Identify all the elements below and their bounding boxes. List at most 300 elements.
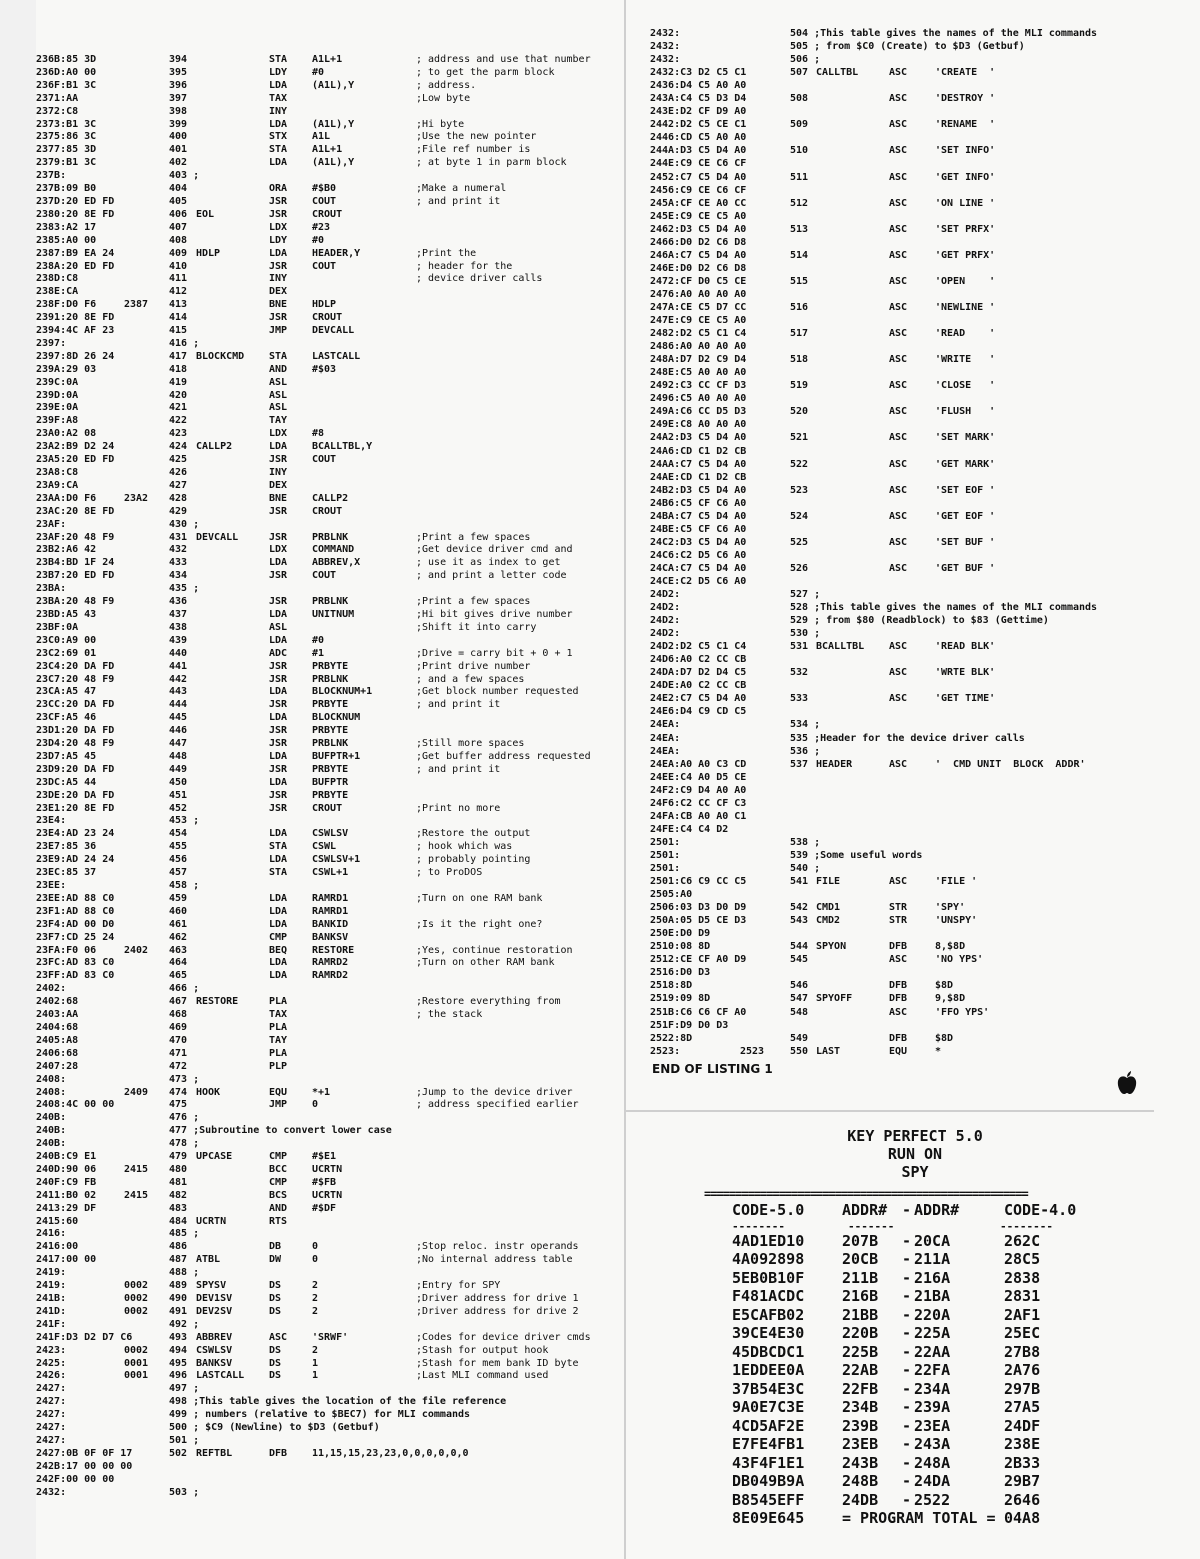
listing-opcode: ASC: [889, 328, 908, 340]
listing-line-number: 523: [790, 484, 809, 496]
listing-line: [36, 751, 621, 764]
listing-line: [650, 627, 1180, 640]
listing-address-bytes: 2408:4C 00 00: [36, 1099, 115, 1111]
listing-line: [36, 480, 621, 493]
listing-line: [36, 325, 621, 338]
listing-line: [650, 288, 1180, 301]
listing-address-bytes: 239C:0A: [36, 376, 79, 388]
header-code-5: CODE-5.0: [732, 1201, 805, 1219]
listing-line-number: 524: [790, 510, 809, 522]
listing-operand: 2: [312, 1280, 319, 1292]
listing-address-bytes: 2446:CD C5 A0 A0: [650, 132, 747, 144]
checksum-5: B8545EFF: [732, 1490, 805, 1509]
listing-operand: $8D: [935, 980, 954, 992]
listing-line: [36, 648, 621, 661]
listing-address-bytes: 240B:: [36, 1112, 67, 1124]
listing-line: [36, 1228, 621, 1241]
listing-line-number: 516: [790, 301, 809, 313]
listing-operand: CSWL: [312, 841, 337, 853]
addr-start: 243B: [842, 1453, 879, 1472]
listing-line-number: 468: [169, 1009, 188, 1021]
listing-line: [650, 927, 1180, 940]
listing-address-bytes: 24EA:: [650, 732, 681, 744]
listing-line: [36, 415, 621, 428]
listing-address-bytes: 245E:C9 CE C5 A0: [650, 210, 747, 222]
listing-line-number: 407: [169, 221, 188, 233]
listing-opcode: ASC: [889, 119, 908, 131]
listing-opcode: DEX: [269, 479, 288, 491]
listing-opcode: ASC: [889, 693, 908, 705]
listing-label: UPCASE: [196, 1151, 233, 1163]
listing-label: DEVCALL: [196, 531, 239, 543]
listing-opcode: DFB: [889, 993, 908, 1005]
listing-reference: 23A2: [124, 492, 149, 504]
listing-line: [36, 312, 621, 325]
key-perfect-row: [700, 1417, 1130, 1436]
listing-opcode: JMP: [269, 325, 288, 337]
listing-line-number: 422: [169, 415, 188, 427]
listing-address-bytes: 244A:D3 C5 D4 A0: [650, 145, 747, 157]
addr-end: 243A: [914, 1435, 951, 1453]
listing-address-bytes: 24A6:CD C1 D2 CB: [650, 445, 747, 457]
listing-line-number: 530 ;: [790, 628, 821, 640]
checksum-5: 9A0E7C3E: [732, 1398, 805, 1416]
listing-line: [36, 364, 621, 377]
listing-line: [650, 379, 1180, 392]
listing-address-bytes: 2391:20 8E FD: [36, 312, 115, 324]
listing-line: [36, 790, 621, 803]
listing-operand: CROUT: [312, 505, 343, 517]
listing-address-bytes: 23EC:85 37: [36, 867, 97, 879]
listing-label: ATBL: [196, 1254, 221, 1266]
listing-line: [650, 1006, 1180, 1019]
listing-address-bytes: 24D2:: [650, 628, 681, 640]
listing-address-bytes: 23EE:: [36, 880, 67, 891]
listing-address-bytes: 24F2:C9 D4 A0 A0: [650, 784, 747, 796]
key-perfect-row: [700, 1306, 1130, 1325]
listing-address-bytes: 243A:C4 C5 D3 D4: [650, 93, 747, 105]
listing-opcode: LDA: [269, 247, 288, 259]
listing-line: [36, 209, 621, 222]
listing-line: [36, 390, 621, 403]
listing-line: [36, 1099, 621, 1112]
listing-line: [650, 849, 1180, 862]
listing-operand: BLOCKNUM: [312, 712, 361, 724]
listing-line: [36, 712, 621, 725]
listing-line: [36, 1203, 621, 1216]
listing-line: [650, 692, 1180, 705]
listing-label: FILE: [816, 876, 841, 888]
listing-address-bytes: 237D:20 ED FD: [36, 195, 115, 207]
listing-line: [650, 262, 1180, 275]
listing-line-number: 476 ;: [169, 1112, 200, 1124]
checksum-4: 262C: [1004, 1231, 1041, 1250]
listing-line-number: 502: [169, 1447, 188, 1459]
listing-address-bytes: 243E:D2 CF D9 A0: [650, 106, 747, 118]
listing-operand: 0: [312, 1099, 319, 1111]
listing-line: [650, 549, 1180, 562]
listing-line-number: 470: [169, 1034, 188, 1046]
listing-line: [36, 467, 621, 480]
listing-address-bytes: 2472:CF D0 C5 CE: [650, 275, 747, 287]
listing-line: [36, 1370, 621, 1383]
listing-line-number: 497 ;: [169, 1383, 200, 1395]
listing-line: [36, 880, 621, 893]
listing-address-bytes: 241D:: [36, 1305, 67, 1317]
addr-separator: -: [902, 1268, 912, 1287]
listing-line: [650, 79, 1180, 92]
listing-line: [36, 906, 621, 919]
listing-address-bytes: 23C4:20 DA FD: [36, 660, 115, 672]
listing-operand: BUFPTR+1: [312, 750, 361, 762]
listing-operand: 2: [312, 1293, 319, 1304]
listing-opcode: CMP: [269, 1176, 288, 1188]
assembly-listing-left: [36, 54, 621, 1500]
listing-address-bytes: 2427:: [36, 1434, 67, 1446]
listing-line: [650, 745, 1180, 758]
listing-address-bytes: 244E:C9 CE C6 CF: [650, 158, 747, 170]
listing-line-number: 543: [790, 915, 809, 927]
listing-opcode: ASC: [889, 641, 908, 653]
listing-operand: 'FLUSH ': [935, 406, 996, 418]
listing-line: [36, 970, 621, 983]
listing-line: [650, 718, 1180, 731]
listing-line: [36, 1345, 621, 1358]
section-divider: [624, 1110, 1154, 1112]
listing-address-bytes: 24E2:C7 C5 D4 A0: [650, 693, 747, 705]
listing-line: [36, 557, 621, 570]
listing-line-number: 504 ;This table gives the names of the MLI commands: [790, 28, 1098, 39]
listing-label: CALLP2: [196, 441, 233, 453]
listing-line: [650, 171, 1180, 184]
listing-opcode: ASC: [889, 275, 908, 287]
listing-line-number: 446: [169, 725, 188, 737]
header-code-4: CODE-4.0: [1004, 1201, 1077, 1219]
listing-address-bytes: 245A:CF CE A0 CC: [650, 197, 747, 209]
listing-address-bytes: 2427:: [36, 1409, 67, 1421]
listing-address-bytes: 251B:C6 C6 CF A0: [650, 1006, 747, 1018]
listing-operand: #23: [312, 221, 331, 233]
listing-line-number: 521: [790, 432, 809, 444]
addr-end: 22AA: [914, 1342, 951, 1361]
listing-line-number: 473 ;: [169, 1073, 200, 1085]
header-addr-start: ADDR#: [842, 1201, 888, 1219]
addr-separator: -: [902, 1287, 912, 1305]
listing-opcode: LDA: [269, 905, 288, 917]
listing-address-bytes: 2432:: [650, 28, 681, 39]
listing-address-bytes: 23C0:A9 00: [36, 634, 97, 646]
listing-line-number: 515: [790, 275, 809, 287]
listing-operand: 'SPY': [935, 902, 966, 914]
listing-operand: 'CLOSE ': [935, 380, 996, 392]
listing-line: [650, 705, 1180, 718]
listing-label: LASTCALL: [196, 1370, 245, 1382]
listing-operand: #$E1: [312, 1151, 337, 1163]
checksum-4: 25EC: [1004, 1324, 1041, 1342]
listing-line-number: 480: [169, 1163, 188, 1175]
listing-line-number: 514: [790, 249, 809, 261]
listing-address-bytes: 249A:C6 CC D5 D3: [650, 406, 747, 418]
listing-line: [36, 273, 621, 286]
listing-operand: #0: [312, 234, 325, 246]
listing-operand: 11,15,15,23,23,0,0,0,0,0,0: [312, 1447, 469, 1459]
listing-opcode: ADC: [269, 647, 288, 659]
listing-line: [650, 340, 1180, 353]
listing-address-bytes: 23C7:20 48 F9: [36, 673, 115, 685]
listing-line-number: 458 ;: [169, 880, 200, 891]
listing-address-bytes: 2501:: [650, 849, 681, 861]
listing-address-bytes: 23A8:C8: [36, 467, 79, 478]
listing-line-number: 396: [169, 79, 188, 91]
listing-line: [650, 1019, 1180, 1032]
listing-line: [650, 184, 1180, 197]
listing-operand: #$FB: [312, 1176, 337, 1188]
listing-opcode: ASC: [889, 484, 908, 496]
listing-line: [36, 377, 621, 390]
listing-opcode: ASC: [889, 954, 908, 966]
listing-reference: 0001: [124, 1357, 149, 1369]
listing-line: [650, 275, 1180, 288]
listing-address-bytes: 236B:85 3D: [36, 54, 97, 65]
listing-line: [36, 957, 621, 970]
listing-address-bytes: 237B:09 B0: [36, 183, 97, 195]
listing-address-bytes: 23F1:AD 88 C0: [36, 905, 115, 917]
listing-reference: 2409: [124, 1086, 149, 1098]
listing-operand: PRBYTE: [312, 763, 349, 775]
listing-line-number: 417: [169, 350, 188, 362]
checksum-5: 4A092898: [732, 1250, 805, 1268]
listing-line-number: 507: [790, 67, 809, 79]
listing-comment: ;Jump to the device driver: [416, 1086, 573, 1098]
listing-line-number: 511: [790, 171, 809, 183]
listing-address-bytes: 2516:D0 D3: [650, 967, 711, 979]
listing-operand: COUT: [312, 195, 337, 207]
listing-operand: A1L+1: [312, 144, 343, 156]
listing-line-number: 545: [790, 954, 809, 966]
listing-line-number: 486: [169, 1241, 188, 1253]
listing-address-bytes: 24D2:: [650, 589, 681, 601]
listing-address-bytes: 236F:B1 3C: [36, 79, 97, 91]
listing-address-bytes: 238E:CA: [36, 286, 79, 298]
listing-opcode: CMP: [269, 1151, 288, 1163]
listing-comment: ;Print a few spaces: [416, 531, 531, 543]
listing-address-bytes: 23F4:AD 00 D0: [36, 918, 115, 930]
listing-address-bytes: 2519:09 8D: [650, 993, 711, 1005]
key-perfect-row: [700, 1232, 1130, 1251]
listing-address-bytes: 2427:0B 0F 0F 17: [36, 1447, 133, 1459]
listing-line-number: 483: [169, 1202, 188, 1214]
listing-opcode: ASC: [889, 432, 908, 444]
listing-operand: COUT: [312, 570, 337, 582]
listing-label: ABBREV: [196, 1331, 233, 1343]
addr-end: 216A: [914, 1268, 951, 1287]
checksum-5: 4AD1ED10: [732, 1231, 805, 1250]
checksum-4: 2646: [1004, 1490, 1041, 1509]
listing-address-bytes: 238F:D0 F6: [36, 299, 97, 311]
listing-address-bytes: 2432:: [650, 54, 681, 66]
listing-line: [36, 583, 621, 596]
listing-line: [36, 106, 621, 119]
listing-address-bytes: 23CA:A5 47: [36, 686, 97, 698]
listing-opcode: RTS: [269, 1215, 288, 1227]
key-perfect-header-row: [700, 1201, 1130, 1220]
listing-line-number: 419: [169, 376, 188, 388]
listing-operand: BANKID: [312, 918, 349, 930]
listing-line-number: 459: [169, 892, 188, 904]
listing-reference: 2387: [124, 299, 149, 311]
listing-address-bytes: 23F7:CD 25 24: [36, 931, 115, 943]
listing-line: [36, 428, 621, 441]
checksum-4: 297B: [1004, 1379, 1041, 1398]
listing-reference: 2415: [124, 1189, 149, 1201]
listing-line: [36, 674, 621, 687]
listing-operand: 'GET MARK': [935, 458, 996, 470]
listing-line-number: 436: [169, 596, 188, 608]
listing-line: [650, 679, 1180, 692]
listing-line-number: 537: [790, 758, 809, 770]
listing-operand: BANKSV: [312, 931, 349, 943]
listing-line: [650, 327, 1180, 340]
listing-comment: ;Print drive number: [416, 660, 531, 672]
listing-address-bytes: 23A0:A2 08: [36, 428, 97, 440]
listing-line-number: 498 ;This table gives the location of the file reference: [169, 1396, 507, 1408]
listing-line-number: 394: [169, 54, 188, 65]
addr-separator: -: [902, 1324, 912, 1342]
listing-line-number: 517: [790, 328, 809, 340]
listing-line: [36, 609, 621, 622]
listing-line: [650, 40, 1180, 53]
listing-comment: ;Make a numeral: [416, 183, 507, 195]
addr-start: 248B: [842, 1472, 879, 1490]
listing-address-bytes: 2406:68: [36, 1047, 79, 1059]
listing-operand: UNITNUM: [312, 608, 355, 620]
listing-address-bytes: 24EE:C4 A0 D5 CE: [650, 771, 747, 783]
listing-opcode: PLA: [269, 1021, 288, 1033]
listing-line-number: 536 ;: [790, 745, 821, 757]
listing-line: [36, 1216, 621, 1229]
listing-operand: RAMRD1: [312, 905, 349, 917]
listing-line: [36, 222, 621, 235]
listing-label: HEADER: [816, 758, 853, 770]
listing-opcode: AND: [269, 1202, 288, 1214]
addr-start: 234B: [842, 1398, 879, 1416]
listing-address-bytes: 24D2:: [650, 615, 681, 627]
checksum-4: 27A5: [1004, 1398, 1041, 1416]
listing-opcode: ASC: [889, 171, 908, 183]
listing-address-bytes: 248E:C5 A0 A0 A0: [650, 367, 747, 379]
listing-line: [650, 888, 1180, 901]
addr-end: 220A: [914, 1305, 951, 1324]
listing-line-number: 454: [169, 828, 188, 840]
listing-opcode: STR: [889, 915, 908, 927]
listing-line: [650, 653, 1180, 666]
listing-opcode: LDA: [269, 79, 288, 91]
listing-line-number: 495: [169, 1357, 188, 1369]
listing-label: RESTORE: [196, 996, 239, 1008]
listing-address-bytes: 239F:A8: [36, 415, 79, 427]
listing-address-bytes: 23C2:69 01: [36, 647, 97, 659]
listing-line: [36, 1383, 621, 1396]
listing-line-number: 421: [169, 402, 188, 414]
listing-address-bytes: 240B:: [36, 1125, 67, 1137]
listing-address-bytes: 2373:B1 3C: [36, 118, 97, 130]
listing-line-number: 474: [169, 1086, 188, 1098]
listing-operand: PRBYTE: [312, 660, 349, 672]
listing-address-bytes: 2476:A0 A0 A0 A0: [650, 288, 747, 300]
listing-operand: 9,$8D: [935, 993, 966, 1005]
listing-address-bytes: 2496:C5 A0 A0 A0: [650, 393, 747, 405]
listing-operand: 'WRITE ': [935, 354, 996, 366]
listing-address-bytes: 2377:85 3D: [36, 144, 97, 156]
listing-line: [650, 523, 1180, 536]
listing-line: [650, 575, 1180, 588]
listing-label: BANKSV: [196, 1357, 233, 1369]
listing-label: DEV2SV: [196, 1305, 233, 1317]
listing-line: [36, 1177, 621, 1190]
listing-line: [650, 197, 1180, 210]
listing-operand: A1L: [312, 131, 331, 143]
listing-opcode: JSR: [269, 725, 288, 737]
listing-line: [650, 562, 1180, 575]
listing-comment: ;Is it the right one?: [416, 918, 543, 930]
listing-address-bytes: 241F:D3 D2 D7 C6: [36, 1331, 133, 1343]
listing-comment: ; and print it: [416, 699, 501, 711]
listing-line: [36, 131, 621, 144]
listing-address-bytes: 239D:0A: [36, 389, 79, 401]
listing-line: [650, 875, 1180, 888]
apple-logo-icon: [1116, 1070, 1138, 1096]
listing-label: CSWLSV: [196, 1344, 233, 1356]
listing-opcode: JSR: [269, 789, 288, 801]
listing-reference: 0002: [124, 1344, 149, 1356]
listing-opcode: TAX: [269, 1009, 288, 1021]
listing-line-number: 509: [790, 119, 809, 131]
listing-reference: 0002: [124, 1305, 149, 1317]
listing-line: [36, 1474, 621, 1487]
listing-label: CMD2: [816, 915, 841, 927]
listing-address-bytes: 23E9:AD 24 24: [36, 854, 115, 866]
addr-separator: -: [902, 1416, 912, 1435]
listing-operand: 'SRWF': [312, 1331, 349, 1343]
listing-line-number: 413: [169, 299, 188, 311]
listing-address-bytes: 236D:A0 00: [36, 66, 97, 78]
listing-operand: 'FFO YPS': [935, 1006, 990, 1018]
listing-line-number: 501 ;: [169, 1434, 200, 1446]
listing-opcode: ASC: [889, 876, 908, 888]
listing-line: [36, 764, 621, 777]
listing-line-number: 510: [790, 145, 809, 157]
key-perfect-row: [700, 1343, 1130, 1362]
listing-operand: 2: [312, 1344, 319, 1356]
listing-address-bytes: 247E:C9 CE C5 A0: [650, 315, 747, 327]
listing-operand: 'ON LINE ': [935, 197, 996, 209]
listing-operand: 'CREATE ': [935, 67, 996, 79]
listing-opcode: LDX: [269, 544, 288, 556]
listing-line: [650, 66, 1180, 79]
listing-line: [36, 1332, 621, 1345]
checksum-5: 39CE4E30: [732, 1324, 805, 1342]
listing-line: [36, 1125, 621, 1138]
listing-line-number: 467: [169, 996, 188, 1008]
listing-line: [36, 144, 621, 157]
listing-opcode: ASC: [889, 197, 908, 209]
listing-label: SPYOFF: [816, 993, 853, 1005]
listing-comment: ;Shift it into carry: [416, 621, 537, 633]
listing-line: [650, 784, 1180, 797]
listing-address-bytes: 2506:03 D3 D0 D9: [650, 902, 747, 914]
listing-opcode: STA: [269, 841, 288, 853]
listing-opcode: DW: [269, 1254, 282, 1266]
